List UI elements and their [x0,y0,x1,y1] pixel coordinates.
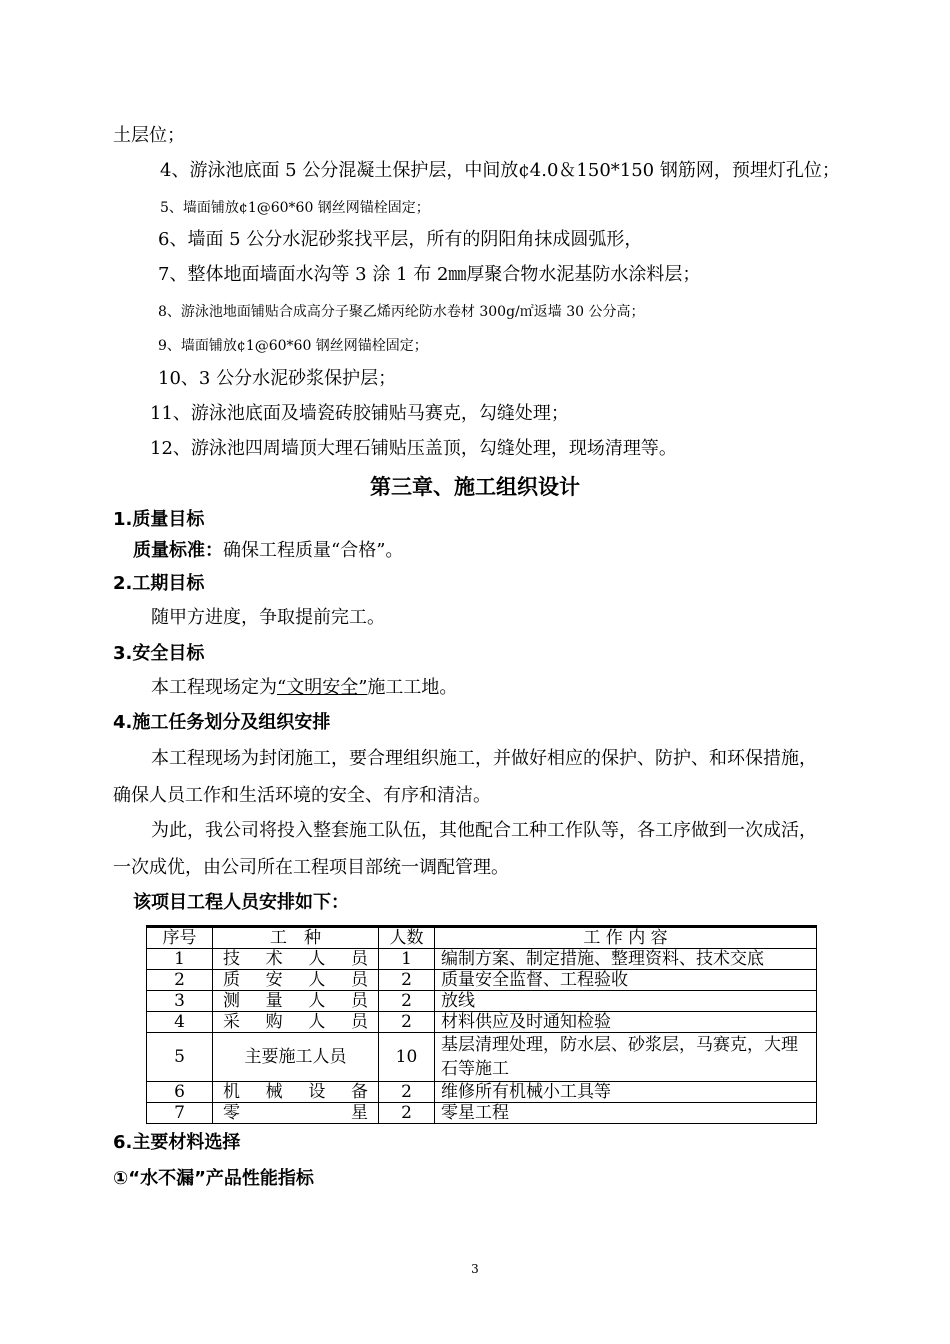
table-row [147,949,817,970]
header-work: 工 作 内 容 [435,927,817,949]
header-no: 序号 [147,927,213,949]
list-item: 6、墙面 5 公分水泥砂浆找平层，所有的阴阳角抹成圆弧形， [158,229,643,250]
subsection-heading: ①“水不漏”产品性能指标 [113,1168,314,1189]
cell-count: 10 [379,1033,435,1082]
section-heading: 4.施工任务划分及组织安排 [113,712,331,733]
cell-no: 4 [147,1012,213,1033]
cell-type: 测量人员 [213,991,379,1012]
cell-no: 6 [147,1082,213,1103]
table-row [147,1082,817,1103]
cell-count: 2 [379,991,435,1012]
cell-work: 零星工程 [435,1103,817,1124]
section-heading: 1.质量目标 [113,509,205,530]
list-item: 10、3 公分水泥砂浆保护层； [158,368,397,389]
list-item: 12、游泳池四周墙顶大理石铺贴压盖顶，勾缝处理，现场清理等。 [150,438,677,459]
section-heading: 2.工期目标 [113,573,205,594]
text-line: 土层位； [113,125,185,146]
cell-no: 5 [147,1033,213,1082]
table-row [147,1103,817,1124]
list-item: 4、游泳池底面 5 公分混凝土保护层，中间放¢4.0＆150*150 钢筋网，预埋灯孔位； [160,160,840,181]
header-count: 人数 [379,927,435,949]
cell-count: 2 [379,1103,435,1124]
staff-table [146,925,817,1124]
cell-count: 2 [379,1012,435,1033]
safety-text-underlined: “文明安全” [277,677,368,698]
cell-no: 2 [147,970,213,991]
cell-count: 1 [379,949,435,970]
cell-work: 维修所有机械小工具等 [435,1082,817,1103]
table-header-row [147,927,817,949]
paragraph-line: 本工程现场为封闭施工，要合理组织施工，并做好相应的保护、防护、和环保措施， [151,748,817,769]
list-item: 8、游泳池地面铺贴合成高分子聚乙烯丙纶防水卷材 300g/㎡返墙 30 公分高； [158,304,645,320]
page-number: 3 [471,1262,479,1276]
paragraph: 随甲方进度，争取提前完工。 [151,607,385,628]
section-heading: 6.主要材料选择 [113,1132,241,1153]
list-item: 7、整体地面墙面水沟等 3 涂 1 布 2㎜厚聚合物水泥基防水涂料层； [158,264,701,285]
cell-type: 主要施工人员 [213,1033,379,1082]
cell-work: 基层清理处理，防水层、砂浆层，马赛克，大理石等施工 [435,1033,817,1082]
cell-work: 编制方案、制定措施、整理资料、技术交底 [435,949,817,970]
cell-type: 技术人员 [213,949,379,970]
section-heading: 3.安全目标 [113,643,205,664]
cell-no: 7 [147,1103,213,1124]
table-row [147,991,817,1012]
header-type: 工 种 [213,927,379,949]
cell-work: 质量安全监督、工程验收 [435,970,817,991]
paragraph-line: 确保人员工作和生活环境的安全、有序和清洁。 [113,785,491,806]
safety-text-pre: 本工程现场定为 [151,677,277,698]
paragraph-line: 一次成优，由公司所在工程项目部统一调配管理。 [113,857,509,878]
cell-count: 2 [379,1082,435,1103]
cell-no: 3 [147,991,213,1012]
cell-type: 采购人员 [213,1012,379,1033]
table-row [147,970,817,991]
paragraph-line: 为此，我公司将投入整套施工队伍，其他配合工种工作队等，各工序做到一次成活， [151,820,817,841]
cell-no: 1 [147,949,213,970]
quality-standard-label: 质量标准： [133,540,223,561]
list-item: 11、游泳池底面及墙瓷砖胶铺贴马赛克，勾缝处理； [150,403,569,424]
paragraph [151,677,457,699]
list-item: 9、墙面铺放¢1@60*60 钢丝网锚栓固定； [158,338,428,354]
cell-work: 放线 [435,991,817,1012]
quality-standard-text: 确保工程质量“合格”。 [223,540,404,561]
quality-standard [133,540,403,562]
cell-type: 零星 [213,1103,379,1124]
staff-intro: 该项目工程人员安排如下： [133,892,349,913]
cell-type: 机械设备 [213,1082,379,1103]
safety-text-post: 施工工地。 [367,677,458,698]
chapter-title: 第三章、施工组织设计 [370,475,580,499]
table-row [147,1033,817,1082]
cell-work: 材料供应及时通知检验 [435,1012,817,1033]
table-row [147,1012,817,1033]
cell-type: 质安人员 [213,970,379,991]
cell-count: 2 [379,970,435,991]
list-item: 5、墙面铺放¢1@60*60 钢丝网锚栓固定； [160,200,430,216]
